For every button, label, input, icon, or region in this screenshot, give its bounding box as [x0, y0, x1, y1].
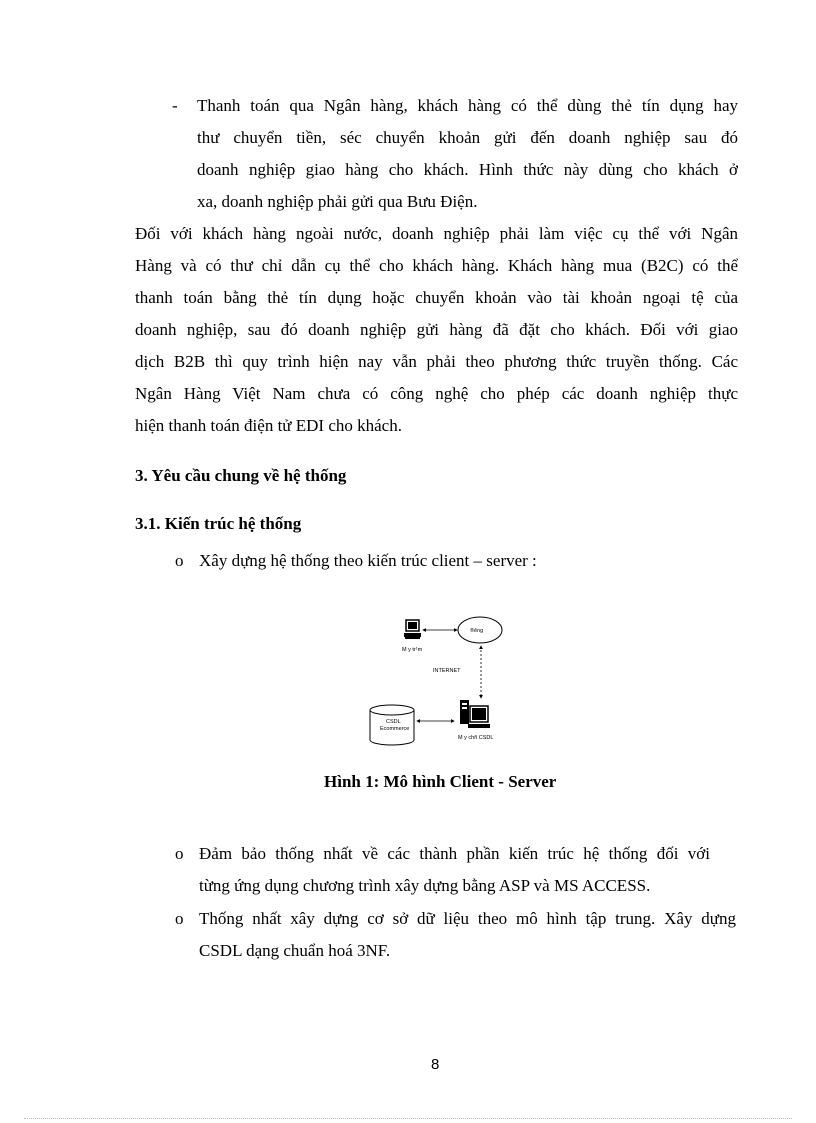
page-number: 8 [431, 1056, 440, 1073]
internet-label: INTERNET [433, 668, 461, 674]
client-server-diagram [360, 606, 520, 756]
bullet-architecture-consistency [199, 838, 710, 902]
text-line: xa, doanh nghiệp phải gửi qua Bưu Điện. [197, 192, 478, 211]
db-label-line2: Ecommerce [380, 726, 410, 732]
client-label: M y tr¹m [402, 647, 423, 653]
text-line: Xây dựng hệ thống theo kiến trúc client – server : [199, 551, 537, 570]
circle-bullet-marker: o [175, 909, 184, 928]
text-line: thư chuyển tiền, séc chuyển khoản gửi đến doanh nghiệp sau đó [197, 128, 738, 147]
bullet-client-server [199, 545, 537, 577]
text-line: Đối với khách hàng ngoài nước, doanh nghiệp phải làm việc cụ thể với Ngân [135, 224, 738, 243]
server-computer-icon [460, 700, 490, 728]
dash-bullet-marker: - [172, 96, 178, 115]
figure-caption: Hình 1: Mô hình Client - Server [324, 772, 557, 791]
cloud-label: ®êng [470, 628, 484, 634]
footer-divider [24, 1118, 792, 1119]
text-line: CSDL dạng chuẩn hoá 3NF. [199, 941, 391, 960]
text-line: từng ứng dụng chương trình xây dựng bằng ASP và MS ACCESS. [199, 876, 651, 895]
client-computer-icon [404, 620, 421, 639]
text-line: hiện thanh toán điện tử EDI cho khách. [135, 416, 402, 435]
text-line: dịch B2B thì quy trình hiện nay vẫn phải theo phương thức truyền thống. Các [135, 352, 738, 371]
text-line: Thanh toán qua Ngân hàng, khách hàng có thể dùng thẻ tín dụng hay [197, 96, 738, 115]
paragraph-foreign-customers [135, 218, 738, 442]
section-heading: 3. Yêu cầu chung về hệ thống [135, 466, 347, 485]
database-cylinder-icon [370, 705, 414, 745]
text-line: Hàng và có thư chỉ dẫn cụ thể cho khách hàng. Khách hàng mua (B2C) có thể [135, 256, 738, 275]
bullet-payment-bank [197, 90, 738, 218]
bullet-centralized-database [199, 903, 736, 967]
text-line: Đảm bảo thống nhất về các thành phần kiến trúc hệ thống đối với [199, 844, 710, 863]
text-line: Ngân Hàng Việt Nam chưa có công nghệ cho phép các doanh nghiệp thực [135, 384, 738, 403]
circle-bullet-marker: o [175, 844, 184, 863]
circle-bullet-marker: o [175, 551, 184, 570]
text-line: doanh nghiệp giao hàng cho khách. Hình thức này dùng cho khách ở [197, 160, 738, 179]
text-line: Thống nhất xây dựng cơ sở dữ liệu theo mô hình tập trung. Xây dựng [199, 909, 736, 928]
diagram-svg [360, 606, 520, 756]
text-line: doanh nghiệp, sau đó doanh nghiệp gửi hàng đã đặt cho khách. Đối với giao [135, 320, 738, 339]
subsection-heading: 3.1. Kiến trúc hệ thống [135, 514, 302, 533]
db-label-line1: CSDL [386, 719, 401, 725]
server-label: M y chñ CSDL [458, 735, 494, 741]
text-line: thanh toán bằng thẻ tín dụng hoặc chuyển khoản vào tài khoản ngoại tệ của [135, 288, 738, 307]
